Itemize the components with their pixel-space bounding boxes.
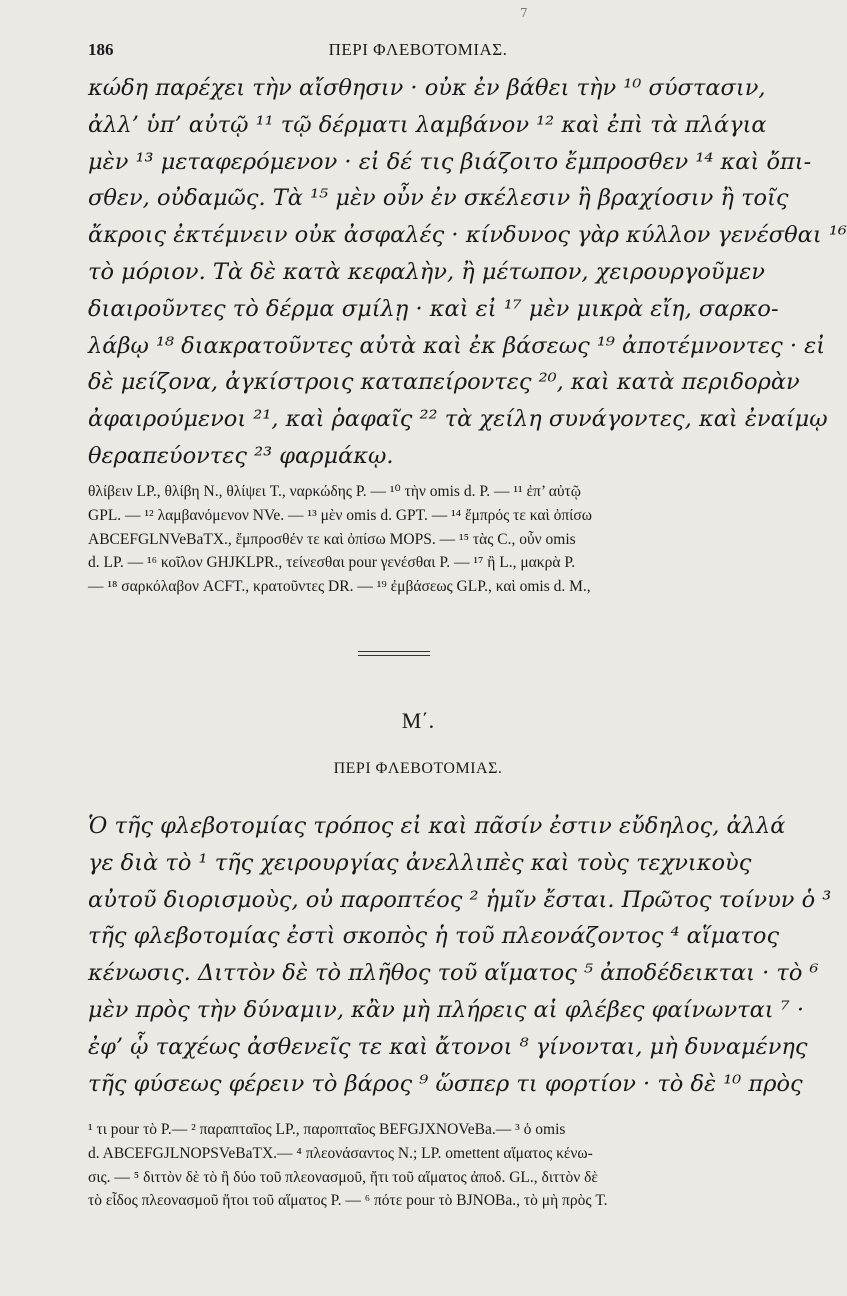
footnote-line: — ¹⁸ σαρκόλαβον ACFT., κρατοῦντες DR. — ¹⁹ ἐμβάσεως GLP., καὶ omis d. M., [88,578,591,596]
text-line: λάβῳ ¹⁸ διακρατοῦντες αὐτὰ καὶ ἐκ βάσεως ¹⁹ ἀποτέμνοντες · εἰ [88,332,826,359]
text-line: Ὁ τῆς φλεβοτομίας τρόπος εἰ καὶ πᾶσίν ἐστιν εὔδηλος, ἀλλά [88,813,786,839]
footnote-line: d. LP. — ¹⁶ κοῖλον GHJKLPR., τείνεσθαι pour γενέσθαι P. — ¹⁷ ἢ L., μακρὰ P. [88,554,576,572]
text-line: διαιροῦντες τὸ δέρμα σμίλῃ · καὶ εἰ ¹⁷ μὲν μικρὰ εἴη, σαρκο- [88,295,779,322]
text-line: μὲν ¹³ μεταφερόμενον · εἰ δέ τις βιάζοιτο ἔμπροσθεν ¹⁴ καὶ ὄπι- [88,148,812,175]
text-line: ἀλλ’ ὑπ’ αὐτῷ ¹¹ τῷ δέρματι λαμβάνον ¹² καὶ ἐπὶ τὰ πλάγια [88,111,767,138]
text-line: ἄκροις ἐκτέμνειν οὐκ ἀσφαλές · κίνδυνος γὰρ κύλλον γενέσθαι ¹⁶ [88,222,847,249]
text-line: θεραπεύοντες ²³ φαρμάκῳ. [88,442,394,469]
footnote-line: θλίβειν LP., θλίβη N., θλίψει T., ναρκώδης P. — ¹⁰ τὴν omis d. P. — ¹¹ ἐπ’ αὐτῷ [88,483,581,500]
chapter-number: Μ΄. [401,708,435,733]
chapter-title: ΠΕΡΙ ΦΛΕΒΟΤΟΜΙΑΣ. [333,760,503,777]
text-line: ἀφαιρούμενοι ²¹, καὶ ῥαφαῖς ²² τὰ χείλη συνάγοντες, καὶ ἐναίμῳ [88,406,828,433]
text-line: κένωσις. Διττὸν δὲ τὸ πλῆθος τοῦ αἵματος ⁵ ἀποδέδεικται · τὸ ⁶ [88,960,819,987]
main-text-block-2 [88,808,832,1102]
footnote-line: GPL. — ¹² λαμβανόμενον NVe. — ¹³ μὲν omis d. GPT. — ¹⁴ ἔμπρός τε καὶ ὀπίσω [88,506,592,524]
footnotes-block-1 [88,480,748,599]
footnotes-block-2 [88,1118,748,1213]
text-line: δὲ μείζονα, ἀγκίστροις καταπείροντες ²⁰, καὶ κατὰ περιδορὰν [88,369,800,396]
footnote-line: τὸ εἶδος πλεονασμοῦ ἤτοι τοῦ αἵματος P. — ⁶ πότε pour τὸ BJNOBa., τὸ μὴ πρὸς T. [88,1192,608,1210]
separator-rule [358,655,430,656]
text-line: γε διὰ τὸ ¹ τῆς χειρουργίας ἀνελλιπὲς καὶ τοὺς τεχνικοὺς [88,849,752,876]
footnote-line: σις. — ⁵ διττὸν δὲ τὸ ἢ δύο τοῦ πλεονασμοῦ, ἤτι τοῦ αἵματος ἀποδ. GL., διττὸν δὲ [88,1168,598,1186]
text-line: αὐτοῦ διορισμοὺς, οὐ παροπτέος ² ἡμῖν ἔσται. Πρῶτος τοίνυν ὁ ³ [88,886,832,913]
text-line: τῆς φύσεως φέρειν τὸ βάρος ⁹ ὥσπερ τι φορτίον · τὸ δὲ ¹⁰ πρὸς [88,1070,803,1097]
main-text-block-1 [88,70,847,475]
text-line: ἐφ’ ᾧ ταχέως ἀσθενεῖς τε καὶ ἄτονοι ⁸ γίνονται, μὴ δυναμένης [88,1033,808,1060]
text-line: τὸ μόριον. Τὰ δὲ κατὰ κεφαλὴν, ἢ μέτωπον, χειρουργοῦμεν [88,258,765,285]
corner-mark: 7 [520,6,528,20]
footnote-line: ¹ τι pour τὸ P.— ² παραπταῖος LP., παροπταῖος BEFGJXNOVeBa.— ³ ὁ omis [88,1121,566,1138]
separator-rule [358,651,430,652]
running-title: ΠΕΡΙ ΦΛΕΒΟΤΟΜΙΑΣ. [328,40,508,59]
footnote-line: ABCEFGLNVeBaTX., ἔμπροσθέν τε καὶ ὀπίσω MOPS. — ¹⁵ τὰς C., οὖν omis [88,530,576,548]
text-line: μὲν πρὸς τὴν δύναμιν, κἂν μὴ πλήρεις αἱ φλέβες φαίνωνται ⁷ · [88,996,805,1023]
footnote-line: d. ABCEFGJLNOPSVeBaTX.— ⁴ πλεονάσαντος N.; LP. omettent αἵματος κένω- [88,1144,593,1162]
text-line: τῆς φλεβοτομίας ἐστὶ σκοπὸς ἡ τοῦ πλεονάζοντος ⁴ αἵματος [88,923,780,950]
text-line: κώδη παρέχει τὴν αἴσθησιν · οὐκ ἐν βάθει τὴν ¹⁰ σύστασιν, [88,75,766,101]
page-number: 186 [88,40,114,59]
text-line: σθεν, οὐδαμῶς. Τὰ ¹⁵ μὲν οὖν ἐν σκέλεσιν ἢ βραχίοσιν ἢ τοῖς [88,185,789,212]
